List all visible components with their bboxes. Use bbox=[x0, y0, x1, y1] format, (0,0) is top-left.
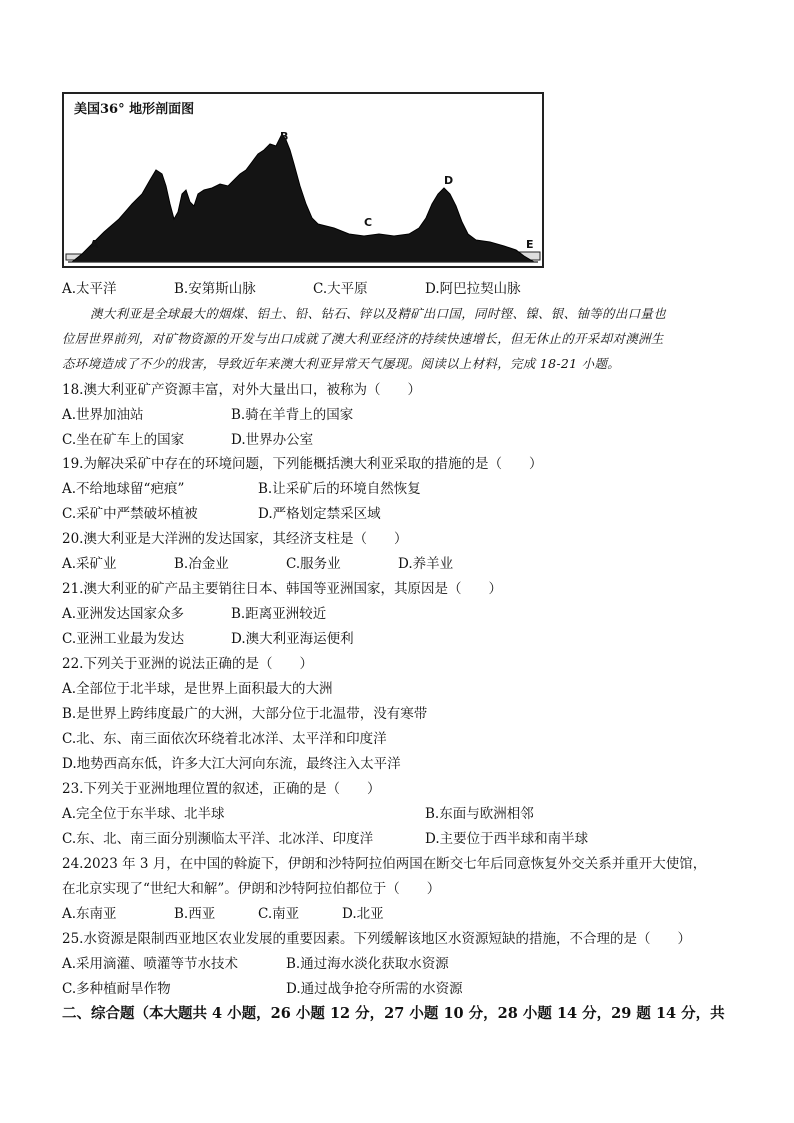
q24-option-a[interactable]: A.东南亚 bbox=[62, 906, 117, 922]
q18-option-c[interactable]: C.坐在矿车上的国家 bbox=[62, 432, 185, 448]
point-d-label: D bbox=[444, 174, 454, 187]
q22-option-c[interactable]: C.北、东、南三面依次环绕着北冰洋、太平洋和印度洋 bbox=[62, 731, 387, 747]
terrain-silhouette bbox=[72, 134, 534, 262]
q20-stem: 20.澳大利亚是大洋洲的发达国家，其经济支柱是（ ） bbox=[62, 531, 408, 547]
figure-title: 美国36° 地形剖面图 bbox=[74, 102, 195, 117]
q21-option-d[interactable]: D.澳大利亚海运便利 bbox=[231, 631, 354, 647]
q20-option-b[interactable]: B.冶金业 bbox=[174, 556, 229, 572]
q22-stem: 22.下列关于亚洲的说法正确的是（ ） bbox=[62, 656, 313, 672]
q20-option-d[interactable]: D.养羊业 bbox=[398, 556, 454, 572]
q24-stem-line-1: 24.2023 年 3 月，在中国的斡旋下，伊朗和沙特阿拉伯两国在断交七年后同意恢复外交关系并重开大使馆， bbox=[62, 856, 707, 872]
q24-option-b[interactable]: B.西亚 bbox=[174, 906, 216, 922]
q18-option-a[interactable]: A.世界加油站 bbox=[62, 407, 144, 423]
q21-option-b[interactable]: B.距离亚洲较近 bbox=[231, 606, 327, 622]
q18-option-d[interactable]: D.世界办公室 bbox=[231, 432, 314, 448]
passage-line-2: 位居世界前列，对矿物资源的开发与出口成就了澳大利亚经济的持续快速增长，但无休止的开采却对澳洲生 bbox=[62, 331, 664, 346]
q22-option-b[interactable]: B.是世界上跨纬度最广的大洲，大部分位于北温带，没有寒带 bbox=[62, 706, 428, 722]
q19-option-a[interactable]: A.不给地球留“疤痕” bbox=[62, 481, 185, 497]
q25-option-c[interactable]: C.多种植耐旱作物 bbox=[62, 981, 171, 997]
point-c-label: C bbox=[364, 216, 373, 229]
q23-stem: 23.下列关于亚洲地理位置的叙述，正确的是（ ） bbox=[62, 781, 381, 797]
q17-option-a[interactable]: A.太平洋 bbox=[62, 281, 117, 297]
terrain-profile-figure bbox=[62, 92, 544, 268]
q22-option-d[interactable]: D.地势西高东低，许多大江大河向东流，最终注入太平洋 bbox=[62, 756, 401, 772]
point-e-label: E bbox=[526, 238, 534, 251]
terrain-profile-chart bbox=[64, 94, 542, 266]
q25-option-b[interactable]: B.通过海水淡化获取水资源 bbox=[286, 956, 449, 972]
q24-option-c[interactable]: C.南亚 bbox=[258, 906, 300, 922]
q19-stem: 19.为解决采矿中存在的环境问题，下列能概括澳大利亚采取的措施的是（ ） bbox=[62, 456, 543, 472]
q20-option-c[interactable]: C.服务业 bbox=[286, 556, 341, 572]
point-b-label: B bbox=[280, 130, 289, 143]
q19-option-b[interactable]: B.让采矿后的环境自然恢复 bbox=[258, 481, 421, 497]
q25-stem: 25.水资源是限制西亚地区农业发展的重要因素。下列缓解该地区水资源短缺的措施，不合理的是（ ） bbox=[62, 931, 691, 947]
q23-option-b[interactable]: B.东面与欧洲相邻 bbox=[425, 806, 534, 822]
q22-option-a[interactable]: A.全部位于北半球，是世界上面积最大的大洲 bbox=[62, 681, 333, 697]
passage-line-1: 澳大利亚是全球最大的烟煤、铝土、铅、钻石、锌以及精矿出口国，同时铿、镍、银、铀等的出口量也 bbox=[90, 306, 667, 321]
q21-option-a[interactable]: A.亚洲发达国家众多 bbox=[62, 606, 185, 622]
q19-option-d[interactable]: D.严格划定禁采区域 bbox=[258, 506, 381, 522]
q25-option-d[interactable]: D.通过战争抢夺所需的水资源 bbox=[286, 981, 463, 997]
q18-stem: 18.澳大利亚矿产资源丰富，对外大量出口，被称为（ ） bbox=[62, 382, 421, 398]
q17-option-c[interactable]: C.大平原 bbox=[313, 281, 368, 297]
q21-option-c[interactable]: C.亚洲工业最为发达 bbox=[62, 631, 185, 647]
q23-option-d[interactable]: D.主要位于西半球和南半球 bbox=[425, 831, 589, 847]
q17-option-d[interactable]: D.阿巴拉契山脉 bbox=[425, 281, 521, 297]
point-a-label: A bbox=[90, 238, 99, 251]
q25-option-a[interactable]: A.采用滴灌、喷灌等节水技术 bbox=[62, 956, 239, 972]
q23-option-a[interactable]: A.完全位于东半球、北半球 bbox=[62, 806, 225, 822]
q19-option-c[interactable]: C.采矿中严禁破坏植被 bbox=[62, 506, 198, 522]
q23-option-c[interactable]: C.东、北、南三面分别濒临太平洋、北冰洋、印度洋 bbox=[62, 831, 374, 847]
q20-option-a[interactable]: A.采矿业 bbox=[62, 556, 117, 572]
q24-stem-line-2: 在北京实现了“世纪大和解”。伊朗和沙特阿拉伯都位于（ ） bbox=[62, 881, 441, 897]
q17-option-b[interactable]: B.安第斯山脉 bbox=[174, 281, 256, 297]
q21-stem: 21.澳大利亚的矿产品主要销往日本、韩国等亚洲国家，其原因是（ ） bbox=[62, 581, 502, 597]
q24-option-d[interactable]: D.北亚 bbox=[342, 906, 384, 922]
section-2-heading: 二、综合题（本大题共 4 小题，26 小题 12 分，27 小题 10 分，28 小题 14 分，29 题 14 分，共 bbox=[62, 1005, 725, 1022]
passage-line-3: 态环境造成了不少的戕害，导致近年来澳大利亚异常天气屡现。阅读以上材料，完成 18-21 小题。 bbox=[62, 356, 621, 371]
q18-option-b[interactable]: B.骑在羊背上的国家 bbox=[231, 407, 354, 423]
